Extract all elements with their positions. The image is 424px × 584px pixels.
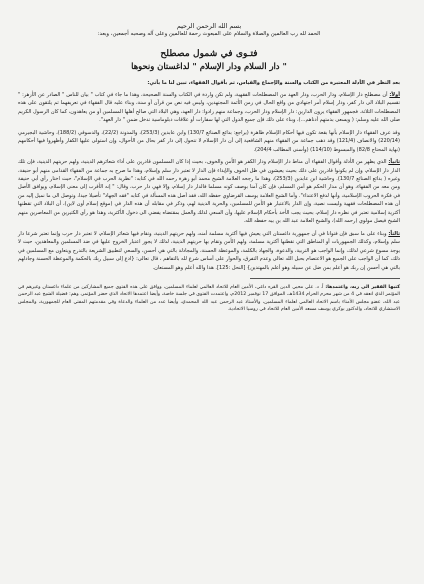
fatwa-subtitle: " دار السلام ودار الإسلام " لداغستان ونحوها xyxy=(131,60,287,71)
paragraph-first-text: أن مصطلح دار الإسلام، ودار الحرب، ودار العهد من المصطلحات الفقهية، ولم تكن واردة في الكتاب والسنة الصحيحة، وهذا ما جاء في كتاب " بيان للناس " الصادر عن الأزهر: " تقسيم البلاد الى دار كفر، ودار إسلام أمر اجتهادي من واقع الحال في زمن الأئمة المجتهدين، وليس فيه نص من قرآن أو سنة، وبناء عليه قال الفقهاء في تعريفهما ثم يلتقون على هذه المصطلحات الثلاثة. فجمهور الفقهاء يرون الدارين: دار الإسلام ودار الحرب، وجماعة منهم زادوا: دار العهد، وهي البلاد التي صالح أهلها المسلمين أو من يعاهدون، كما كان الرسول الكريم صلى الله عليه وسلم: ( ويسعى بذمتهم أدناهم...)، وبناء على ذلك فإن جميع الدول التي لها سفارات أو علاقات دبلوماسية تدخل ضمن " دار العهد". xyxy=(18,91,400,124)
second-marker: ثانياً: xyxy=(388,159,400,166)
intro-paragraph: بعد النظر في الأدلة المعتبرة من الكتاب والسنة والإجماع والقياس، ثم بأقوال الفقهاء، تبين لنا ما يأتي: xyxy=(147,79,400,86)
third-marker: ثالثاً: xyxy=(388,230,400,237)
paragraph-definition: وقد عرف الفقهاء دار الإسلام بأنها بقعة تكون فيها أحكام الإسلام ظاهرة (يراجع: بدائع الصنائع 130/7) وابن عابدين (253/3)، والمدونة (22/2)، والدسوقي (188/2)، وحاشية البجيرمي (220/14) والانصاف (121/4) وقد ذهب جماعة من الفقهاء منهم الشافعية إلى أن دار الإسلام لا تتحول إلى دار كفر بحال من الأحوال، وإن استولى عليها الكفار وأظهروا فيها أحكامهم (نهاية المحتاج 82/8) والمبسوط (114/10) (وأسنى المطالب 204/4). xyxy=(18,129,401,153)
footnote-divider xyxy=(250,278,400,279)
footnote xyxy=(18,284,400,314)
paragraph-second-text: الذي يظهر من الأدلة وأقوال الفقهاء أن مناط دار الإسلام ودار الكفر هو الأمن والخوف، بحيث إذا كان المسلمون قادرين على أداء شعائرهم الدينية، ولهم حريتهم الدينية، فإن تلك الدار دار الإسلام، وإن لم يكونوا قادرين على ذلك بحيث يعيشون في ظل الخوف والإيذاء فإن الدار لا تعتبر دار سلم وإسلام، وهذا ما صرح به جماعة من الفقهاء القدامى منهم أبو حنيفة، وغيره ( بدائع الصنائع 130/7). وحاشية ابن عابدين (253/3)، وهذا ما رجحه العلامة الشيخ محمد أبو زهرة رحمه الله في كتابه: "نظرية الحرب في الإسلام"، حيث اختار رأي أبي حنيفة ومن معه من الفقهاء، وهو أن مدار الحكم هو أمن المسلم، فإن كان آمنا بوصف كونه مسلما فالدار دار إسلام، وإلا فهي دار حرب، وقال: " إنه الأقرب إلى معنى الإسلام، ويوافق الأصل في فكرة الحروب الإسلامية، وأنها لدفع الاعتداء". وأما الشيخ العلامة يوسف القرضاوي حفظه الله، فقد أصل هذه المسألة في كتابه "فقه الجهاد" تأصيلا جيدا، وتوصل الى ما نميل إليه من أن هذه المصطلحات فقهية وليست نصية، وإن الدار بالاعتبار هو الأمن للمسلمين، والحرية الدينية لهم، وذكر في مقابله أن هذه الدار في (موقع إسلام أون لاين)، أن البلاد التي تقطنها أكثرية إسلامية تعتبر في نظره دار إسلام، بحيث يجب الأخذ بأحكام الإسلام عليها، وأن السعي لذلك والعمل بمقتضاه يفضي الى دخول الأكثرية، وهذا هو رأي الكثيرين من المعاصرين منهم الشيخ فيصل مولوي (رحمه الله)، والشيخ العلامة عبد الله بن بيه حفظه الله. xyxy=(18,159,400,225)
paragraph-second xyxy=(18,158,400,226)
basmala: بسم الله الرحمن الرحيم xyxy=(176,22,242,30)
paragraph-first xyxy=(18,91,400,125)
footnote-title: كتبها الفقير الى ربه، واعتمدها: xyxy=(325,285,400,291)
paragraph-third xyxy=(18,230,400,272)
footnote-text: أ. د. علي محيي الدين القره داغي، الأمين العام للاتحاد العالمي لعلماء المسلمين، ووافق على هذه الفتوى جميع المشاركين من علماء داغستان وغيرهم في المؤتمر الذي انعقد في 4 من شهر محرم الحرام 1434هـ، الموافق 17 نوفمبر 2012م، واعتمدت الفتوى في جلسة خاصة، وأيضا اعتمدها الاتحاد الذي حضر المؤتمر، وهم: فضيلة الشيخ عبد الرحمن عبد الله، عضو مجلس الأمناء باسم الاتحاد العالمي لعلماء المسلمين، والأستاذ عبد الرحمن عبد الله المحمدي، وأيضا عدد من العلماء والدعاة وفي مقدمتهم المفتي العام للجمهورية، والمجلس الاستشاري للاتحاد، والدكتور بوكري يوسف مسعد الأمين العام للاتحاد في روسيا الاتحادية. xyxy=(18,285,401,313)
opening-praise: الحمد لله رب العالمين والصلاة والسلام على المبعوث رحمة للعالمين وعلى آله وصحبه أجمعين، وبعد: xyxy=(97,31,321,37)
paragraph-third-text: وبناء على ما سبق فإن فتوانا في أن جمهورية داغستان التي يعيش فيها أكثرية مسلمة أمنه، ولهم حريتهم الدينية، وتقام فيها شعائر الإسلام، لا تعتبر دار حرب وإنما تعتبر شرعا دار سلم وإسلام، وكذلك الجمهوريات أو المناطق التي تقطنها أكثرية مسلمة، ولهم الأمن وتقام بها حريتهم الدينية، لذلك لا يجوز اعتبار الخروج عليها في ضد المسلمين والمعاهدين، حيث لا يوجد مسوغ شرعي لذلك، وإنما الواجب هو التربية، والدعوة، والجهاد بالكلمة، والموعظة الحسنة، والمجادلة بالتي هي أحسن، والسعي لتطبيق الشريعة بالتدرج ويتعاون مع المسلمين في ذلك، كما أن الواجب على الجميع هو الاعتصام بحبل الله تعالى وعدم التفرق، والحوار على أساس شرع لله بالتفاهم ، قال تعالى: {ادع إلى سبيل ربك بالحكمة والموعظة الحسنة وجادلهم بالتي هي أحسن إن ربك هو أعلم بمن ضل عن سبيله وهو أعلم بالمهتدين} [النحل :125]. هذا والله أعلم وهو المستعان. xyxy=(18,230,400,271)
fatwa-title: فتـوى في شمول مصطلح xyxy=(160,47,258,59)
first-marker: أولاً: xyxy=(389,91,400,98)
